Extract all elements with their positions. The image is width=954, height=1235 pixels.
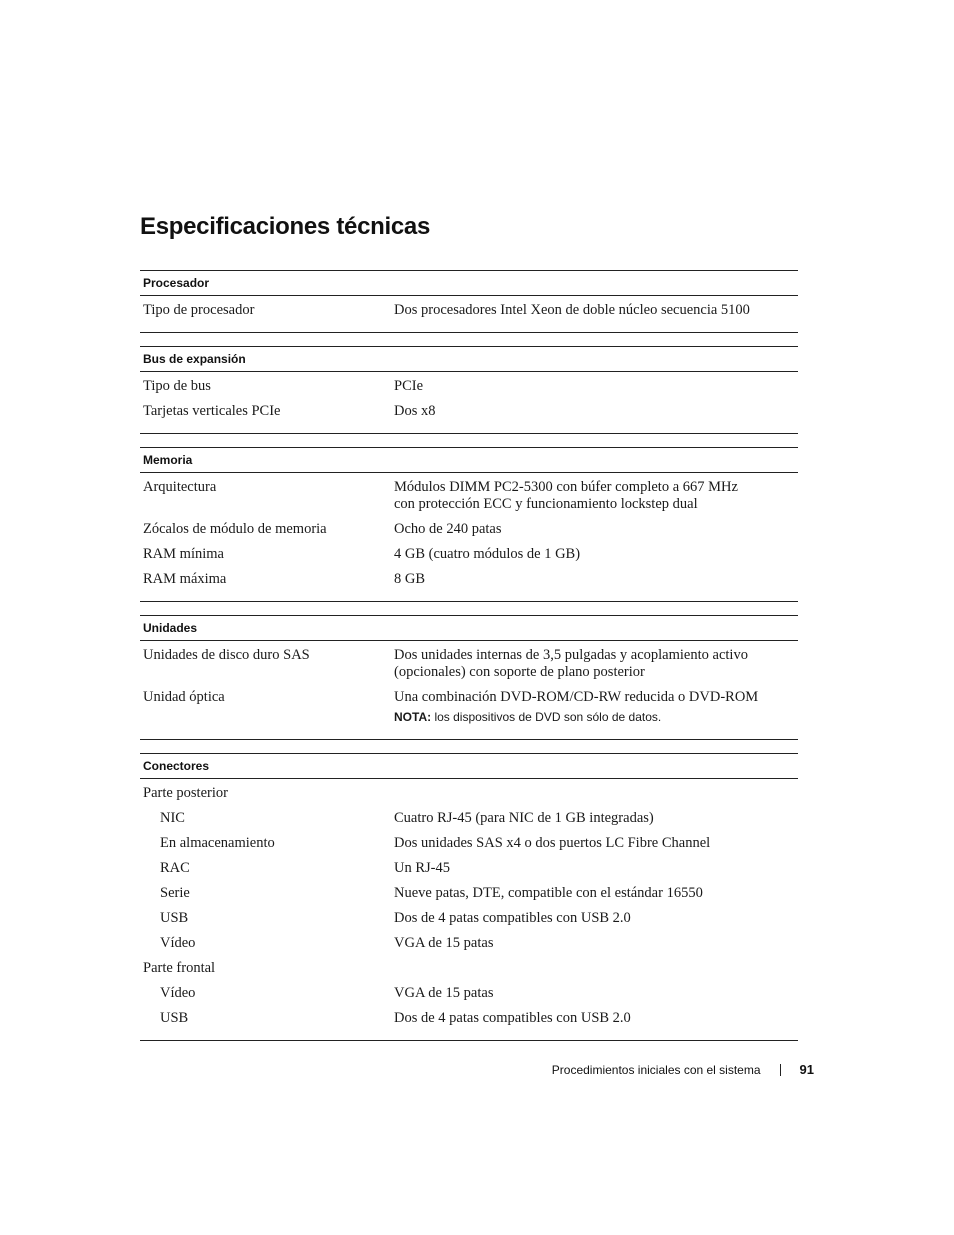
spec-table (140, 270, 798, 1054)
spec-row (140, 806, 798, 831)
spec-value-line: Un RJ-45 (394, 860, 450, 876)
spec-value (394, 960, 798, 977)
spec-row (140, 399, 798, 424)
spec-label: Tipo de procesador (143, 302, 255, 318)
spec-row (140, 517, 798, 542)
section-body (140, 779, 798, 1041)
spec-label: Unidad óptica (143, 689, 225, 705)
spec-value-line: 4 GB (cuatro módulos de 1 GB) (394, 546, 581, 562)
spec-value-line: con protección ECC y funcionamiento lockstep dual (394, 496, 698, 512)
spec-section (140, 447, 798, 602)
spec-row (140, 856, 798, 881)
spec-row (140, 685, 798, 730)
spec-value (394, 571, 798, 588)
spec-value (394, 885, 798, 902)
spec-row (140, 298, 798, 323)
note-label: NOTA: (394, 710, 432, 724)
spec-value (394, 689, 798, 726)
spec-value-line: Ocho de 240 patas (394, 521, 502, 537)
spec-label: USB (160, 1010, 189, 1026)
note-text: los dispositivos de DVD son sólo de datos. (431, 710, 662, 724)
footer-text: Procedimientos iniciales con el sistema (551, 1062, 761, 1077)
spec-row (140, 781, 798, 806)
note (394, 709, 788, 726)
spec-row (140, 931, 798, 956)
spec-value-line: Dos de 4 patas compatibles con USB 2.0 (394, 1010, 631, 1026)
spec-row (140, 981, 798, 1006)
spec-value (394, 810, 798, 827)
section-body (140, 296, 798, 333)
spec-value-line: Dos x8 (394, 403, 436, 419)
spec-value (394, 647, 798, 681)
spec-label: RAM mínima (143, 546, 224, 562)
spec-value-line: Cuatro RJ-45 (para NIC de 1 GB integradas) (394, 810, 654, 826)
spec-row (140, 542, 798, 567)
spec-row (140, 906, 798, 931)
spec-row (140, 1006, 798, 1031)
spec-section (140, 270, 798, 333)
spec-value (394, 910, 798, 927)
spec-value-line: Módulos DIMM PC2-5300 con búfer completo a 667 MHz (394, 479, 738, 495)
spec-value (394, 860, 798, 877)
spec-value-line: 8 GB (394, 571, 426, 587)
section-header: Memoria (140, 447, 798, 473)
spec-label: En almacenamiento (160, 835, 275, 851)
spec-value (394, 1010, 798, 1027)
spec-value-line: VGA de 15 patas (394, 935, 494, 951)
spec-row (140, 475, 798, 517)
spec-value (394, 985, 798, 1002)
spec-label: Arquitectura (143, 479, 217, 495)
section-body (140, 641, 798, 740)
page-footer (552, 1062, 814, 1077)
spec-value (394, 378, 798, 395)
spec-section (140, 615, 798, 740)
spec-label: Unidades de disco duro SAS (143, 647, 310, 663)
spec-row (140, 567, 798, 592)
spec-value-line: (opcionales) con soporte de plano posterior (394, 664, 645, 680)
spec-label: Vídeo (160, 935, 196, 951)
section-header: Bus de expansión (140, 346, 798, 372)
section-body (140, 473, 798, 602)
spec-value-line: VGA de 15 patas (394, 985, 494, 1001)
spec-value-line: Una combinación DVD-ROM/CD-RW reducida o DVD-ROM (394, 689, 759, 705)
spec-label: NIC (160, 810, 185, 826)
spec-row (140, 374, 798, 399)
spec-label: Serie (160, 885, 190, 901)
spec-value (394, 403, 798, 420)
spec-value-line: Dos unidades internas de 3,5 pulgadas y acoplamiento activo (394, 647, 748, 663)
page-number: 91 (799, 1062, 814, 1077)
spec-label: Parte posterior (143, 785, 228, 801)
spec-section (140, 346, 798, 434)
spec-section (140, 753, 798, 1041)
spec-value (394, 546, 798, 563)
section-header: Procesador (140, 270, 798, 296)
spec-row (140, 643, 798, 685)
page-title: Especificaciones técnicas (140, 213, 430, 240)
spec-row (140, 831, 798, 856)
spec-row (140, 956, 798, 981)
spec-row (140, 881, 798, 906)
spec-label: Tipo de bus (143, 378, 211, 394)
spec-value-line: Nueve patas, DTE, compatible con el estándar 16550 (394, 885, 703, 901)
spec-value (394, 479, 798, 513)
spec-label: Vídeo (160, 985, 196, 1001)
spec-value (394, 835, 798, 852)
footer-divider (780, 1064, 781, 1076)
spec-label: RAC (160, 860, 190, 876)
spec-value-line: Dos de 4 patas compatibles con USB 2.0 (394, 910, 631, 926)
spec-label: Parte frontal (143, 960, 216, 976)
spec-label: RAM máxima (143, 571, 227, 587)
spec-label: USB (160, 910, 189, 926)
spec-value (394, 521, 798, 538)
spec-label: Zócalos de módulo de memoria (143, 521, 327, 537)
spec-value (394, 302, 798, 319)
section-body (140, 372, 798, 434)
spec-value-line: Dos unidades SAS x4 o dos puertos LC Fibre Channel (394, 835, 711, 851)
spec-value (394, 785, 798, 802)
spec-value (394, 935, 798, 952)
spec-value-line: Dos procesadores Intel Xeon de doble núcleo secuencia 5100 (394, 302, 750, 318)
spec-value-line: PCIe (394, 378, 423, 394)
section-header: Unidades (140, 615, 798, 641)
section-header: Conectores (140, 753, 798, 779)
spec-label: Tarjetas verticales PCIe (143, 403, 281, 419)
